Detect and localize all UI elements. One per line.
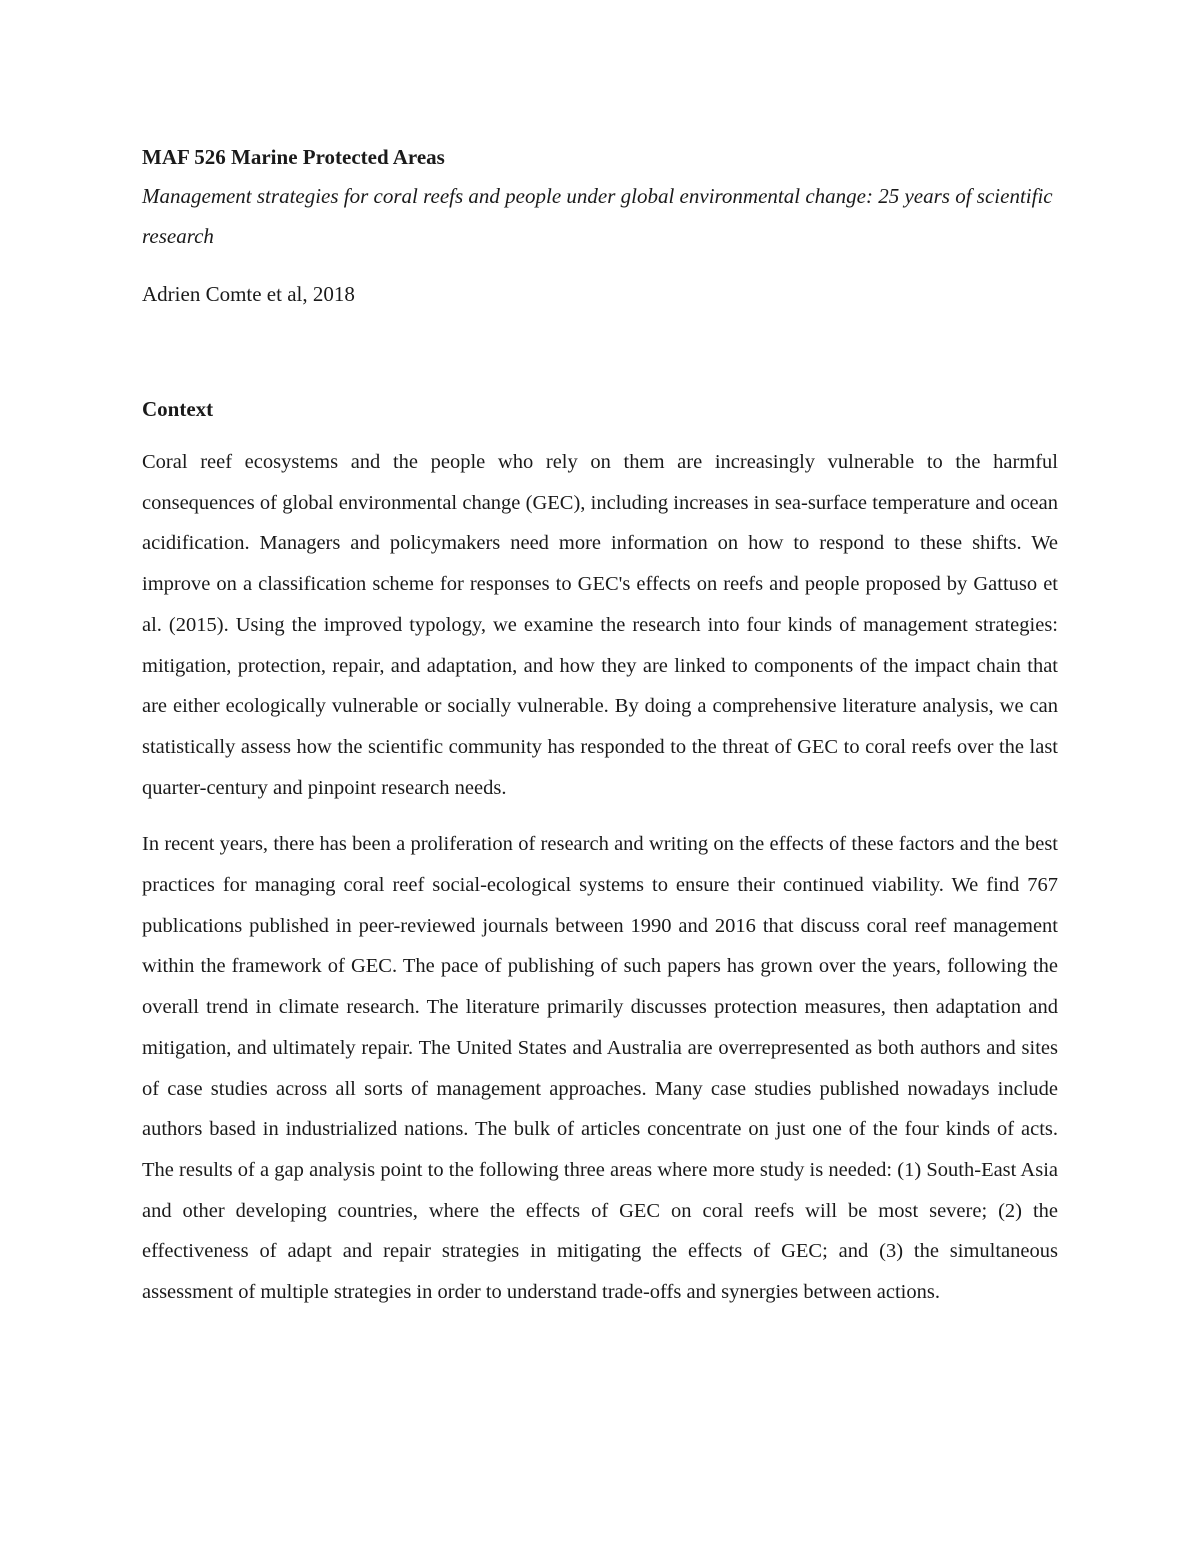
paper-title: Management strategies for coral reefs and people under global environmental change: 25 years of scientific research <box>142 184 1053 248</box>
authors-line: Adrien Comte et al, 2018 <box>142 282 355 306</box>
section-heading: Context <box>142 397 214 421</box>
paragraph-context-1: Coral reef ecosystems and the people who rely on them are increasingly vulnerable to the harmful consequences of global environmental change (GEC), including increases in sea-surface temperature and ocean acidification. Managers and policymakers need more information on how to respond to these shifts. We improve on a classification scheme for responses to GEC's effects on reefs and people proposed by Gattuso et al. (2015). Using the improved typology, we examine the research into four kinds of management strategies: mitigation, protection, repair, and adaptation, and how they are linked to components of the impact chain that are either ecologically vulnerable or socially vulnerable. By doing a comprehensive literature analysis, we can statistically assess how the scientific community has responded to the threat of GEC to coral reefs over the last quarter-century and pinpoint research needs. <box>142 451 1058 799</box>
document-page <box>142 138 1058 1313</box>
paragraph-context-2: In recent years, there has been a proliferation of research and writing on the effects of these factors and the best practices for managing coral reef social-ecological systems to ensure their continued viability. We find 767 publications published in peer-reviewed journals between 1990 and 2016 that discuss coral reef management within the framework of GEC. The pace of publishing of such papers has grown over the years, following the overall trend in climate research. The literature primarily discusses protection measures, then adaptation and mitigation, and ultimately repair. The United States and Australia are overrepresented as both authors and sites of case studies across all sorts of management approaches. Many case studies published nowadays include authors based in industrialized nations. The bulk of articles concentrate on just one of the four kinds of acts. The results of a gap analysis point to the following three areas where more study is needed: (1) South-East Asia and other developing countries, where the effects of GEC on coral reefs will be most severe; (2) the effectiveness of adapt and repair strategies in mitigating the effects of GEC; and (3) the simultaneous assessment of multiple strategies in order to understand trade-offs and synergies between actions. <box>142 833 1058 1304</box>
course-title: MAF 526 Marine Protected Areas <box>142 145 445 169</box>
